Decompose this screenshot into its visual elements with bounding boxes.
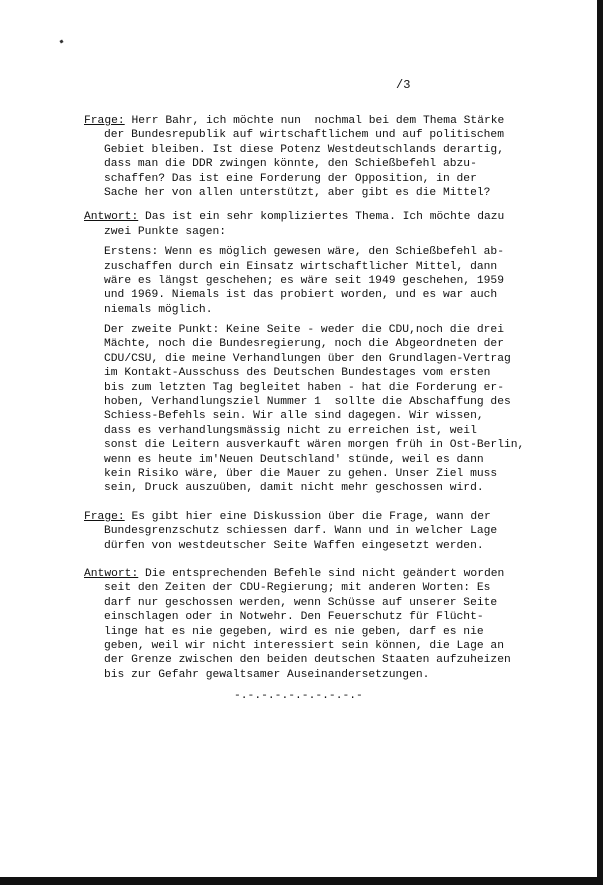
text-line: sein, Druck auszuüben, damit nicht mehr geschossen wird. <box>104 482 484 495</box>
text-line: hoben, Verhandlungsziel Nummer 1 sollte die Abschaffung des <box>104 396 511 409</box>
question-block-2 <box>84 510 554 553</box>
text-line: wenn es heute im'Neuen Deutschland' stünde, weil es dann <box>104 453 484 466</box>
text-line: Erstens: Wenn es möglich gewesen wäre, den Schießbefehl ab- <box>104 246 504 259</box>
answer-paragraph-erstens <box>84 245 554 317</box>
answer-block-2 <box>84 567 554 682</box>
question-body <box>84 524 554 553</box>
text-line: Bundesgrenzschutz schiessen darf. Wann und in welcher Lage <box>104 525 498 538</box>
text-line: zwei Punkte sagen: <box>104 225 227 238</box>
text-line: Der zweite Punkt: Keine Seite - weder die CDU,noch die drei <box>104 324 504 337</box>
text-line: niemals möglich. <box>104 303 213 316</box>
text-line: Gebiet bleiben. Ist diese Potenz Westdeutschlands derartig, <box>104 143 504 156</box>
text-line: darf nur geschossen werden, wenn Schüsse auf unserer Seite <box>104 596 498 609</box>
text-line: sonst die Leitern ausverkauft wären morgen früh in Ost-Berlin, <box>104 439 525 452</box>
text-line: und 1969. Niemals ist das probiert worden, und es war auch <box>104 289 498 302</box>
answer-first-line: Antwort: Das ist ein sehr kompliziertes Thema. Ich möchte dazu <box>84 211 505 224</box>
end-separator-row <box>84 682 554 704</box>
text-line: Sache her von allen unterstützt, aber gibt es die Mittel? <box>104 186 491 199</box>
text-line: bis zur Gefahr gewaltsamer Auseinandersetzungen. <box>104 668 430 681</box>
scan-speck <box>59 39 63 43</box>
text-line: geben, weil wir nicht interessiert sein können, die Lage an <box>104 639 504 652</box>
text-line: linge hat es nie gegeben, wird es nie geben, darf es nie <box>104 625 484 638</box>
answer-label: Antwort: <box>84 567 139 580</box>
text-line: im Kontakt-Ausschuss des Deutschen Bundestages vom ersten <box>104 367 491 380</box>
answer-block-1 <box>84 210 554 239</box>
question-block-1 <box>84 114 554 200</box>
text-line: kein Risiko wäre, über die Mauer zu gehen. Unser Ziel muss <box>104 467 498 480</box>
answer-first-line: Antwort: Die entsprechenden Befehle sind nicht geändert worden <box>84 567 505 580</box>
text-line: bis zum letzten Tag begleitet haben - hat die Forderung er- <box>104 381 504 394</box>
interview-transcript <box>84 114 554 704</box>
question-body <box>84 128 554 200</box>
question-label: Frage: <box>84 115 125 127</box>
text-line: Schiess-Befehls sein. Wir alle sind dagegen. Wir wissen, <box>104 410 484 423</box>
text-line: Mächte, noch die Bundesregierung, noch die Abgeordneten der <box>104 338 504 351</box>
answer-body <box>84 225 554 239</box>
answer-paragraph-zweiter-punkt <box>84 323 554 496</box>
question-first-line: Frage: Herr Bahr, ich möchte nun nochmal bei dem Thema Stärke <box>84 115 505 127</box>
text-line: dass es verhandlungsmässig nicht zu erreichen ist, weil <box>104 424 477 437</box>
question-first-line: Frage: Es gibt hier eine Diskussion über die Frage, wann der <box>84 510 491 523</box>
text-line: seit den Zeiten der CDU-Regierung; mit anderen Worten: Es <box>104 582 491 595</box>
text-line: CDU/CSU, die meine Verhandlungen über den Grundlagen-Vertrag <box>104 352 511 365</box>
text-line: einschlagen oder in Notwehr. Den Feuerschutz für Flücht- <box>104 611 484 624</box>
text-line: zuschaffen durch ein Einsatz wirtschaftlicher Mittel, dann <box>104 260 498 273</box>
end-separator: -.-.-.-.-.-.-.-.-.- <box>234 690 363 703</box>
text-line: schaffen? Das ist eine Forderung der Opposition, in der <box>104 172 477 185</box>
text-line: dass man die DDR zwingen könnte, den Schießbefehl abzu- <box>104 158 477 171</box>
question-label: Frage: <box>84 510 125 523</box>
text-line: wäre es längst geschehen; es wäre seit 1949 geschehen, 1959 <box>104 274 504 287</box>
answer-body <box>84 581 554 682</box>
answer-label: Antwort: <box>84 211 139 224</box>
text-line: der Grenze zwischen den beiden deutschen Staaten aufzuheizen <box>104 654 511 667</box>
text-line: dürfen von westdeutscher Seite Waffen eingesetzt werden. <box>104 539 484 552</box>
text-line: der Bundesrepublik auf wirtschaftlichem und auf politischem <box>104 129 504 142</box>
page-number: /3 <box>396 78 411 92</box>
